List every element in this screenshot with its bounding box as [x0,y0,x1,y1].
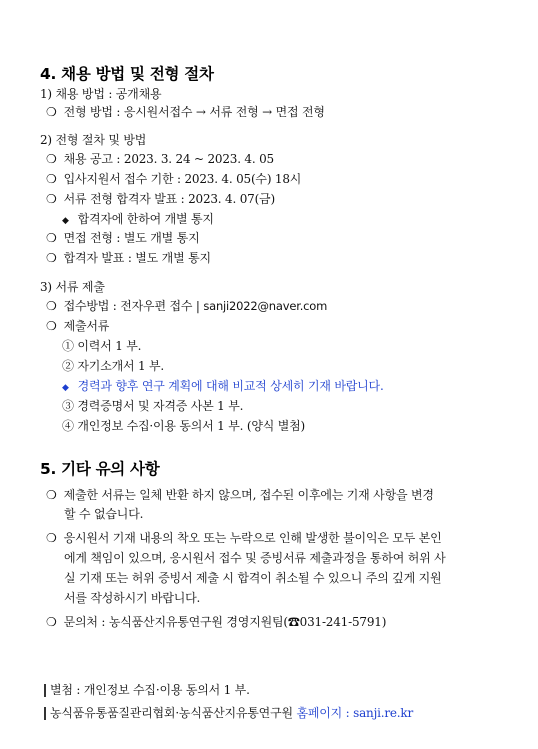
bullet-circle-icon: ❍ [46,192,57,206]
s5-item-3 [46,614,386,630]
s5-item-1 [46,487,434,503]
bullet-circle-icon: ❍ [46,488,57,502]
doc-item-4: ④ 개인정보 수집·이용 동의서 1 부. (양식 별첨) [62,419,306,433]
s2-sub-item-3-text: 합격자에 한하여 개별 통지 [77,212,214,226]
doc-note-text: 경력과 향후 연구 계획에 대해 비교적 상세히 기재 바랍니다. [77,379,384,393]
s1-title: 1) 채용 방법 : 공개채용 [40,87,162,101]
footer-org-line [50,705,413,721]
s3-item-1 [46,298,327,314]
diamond-bullet-icon: ◆ [62,383,69,393]
s1-item-1-text: 전형 방법 : 응시원서접수 → 서류 전형 → 면접 전형 [63,105,325,119]
s5-item-1-line-2: 할 수 없습니다. [64,507,144,521]
s2-item-4-text: 면접 전형 : 별도 개별 통지 [63,231,200,245]
s5-item-2-line-3: 실 기재 또는 허위 증빙서 제출 시 합격이 취소될 수 있으니 주의 깊게 지원 [64,571,442,585]
s1-item-1 [46,104,325,120]
diamond-bullet-icon: ◆ [62,216,69,226]
doc-item-2: ② 자기소개서 1 부. [62,359,165,373]
s5-item-1-line-1: 제출한 서류는 일체 반환 하지 않으며, 접수된 이후에는 기재 사항을 변경 [63,488,434,502]
s3-item-2 [46,318,109,334]
s5-item-2-line-2: 에게 책임이 있으며, 응시원서 접수 및 증빙서류 제출과정을 통하여 허위 사 [64,551,446,565]
s5-item-2-line-1: 응시원서 기재 내용의 착오 또는 누락으로 인해 발생한 불이익은 모두 본인 [63,531,442,545]
s3-title: 3) 서류 제출 [40,280,105,294]
s2-item-3 [46,191,275,207]
s2-item-1-text: 채용 공고 : 2023. 3. 24 ~ 2023. 4. 05 [63,152,274,166]
s2-item-3-text: 서류 전형 합격자 발표 : 2023. 4. 07(금) [63,192,275,206]
s2-item-2-text: 입사지원서 접수 기한 : 2023. 4. 05(수) 18시 [63,172,302,186]
doc-item-1: ① 이력서 1 부. [62,339,142,353]
footer-attachment: 별첨 : 개인정보 수집·이용 동의서 1 부. [50,683,250,697]
s2-sub-item-3 [62,211,214,229]
s5-item-2-line-4: 서를 작성하시기 바랍니다. [64,591,201,605]
s2-item-5-text: 합격자 발표 : 별도 개별 통지 [63,251,211,265]
bullet-circle-icon: ❍ [46,231,57,245]
footer-bar [44,684,46,697]
footer-org: 농식품유통품질관리협회·농식품산지유통연구원 [50,706,293,720]
bullet-circle-icon: ❍ [46,251,57,265]
s2-item-2 [46,171,301,187]
doc-note [62,378,384,396]
bullet-circle-icon: ❍ [46,172,57,186]
doc-item-3: ③ 경력증명서 및 자격증 사본 1 부. [62,399,244,413]
s2-item-1 [46,151,274,167]
footer-bar [44,707,46,720]
section-4-heading: 4. 채용 방법 및 전형 절차 [40,65,214,83]
section-5-heading: 5. 기타 유의 사항 [40,460,160,478]
s3-item-2-text: 제출서류 [63,319,110,333]
s5-item-3-text: 문의처 : 농식품산지유통연구원 경영지원팀(☎031-241-5791) [63,615,387,629]
bullet-circle-icon: ❍ [46,105,57,119]
s3-item-1-label: 접수방법 : 전자우편 접수 | [63,299,200,313]
s2-item-5 [46,250,211,266]
email-link[interactable]: sanji2022@naver.com [203,299,328,313]
s2-item-4 [46,230,199,246]
bullet-circle-icon: ❍ [46,299,57,313]
bullet-circle-icon: ❍ [46,319,57,333]
homepage-link[interactable]: 홈페이지 : sanji.re.kr [296,706,413,720]
bullet-circle-icon: ❍ [46,152,57,166]
bullet-circle-icon: ❍ [46,615,57,629]
bullet-circle-icon: ❍ [46,531,57,545]
s5-item-2 [46,530,442,546]
s2-title: 2) 전형 절차 및 방법 [40,133,147,147]
